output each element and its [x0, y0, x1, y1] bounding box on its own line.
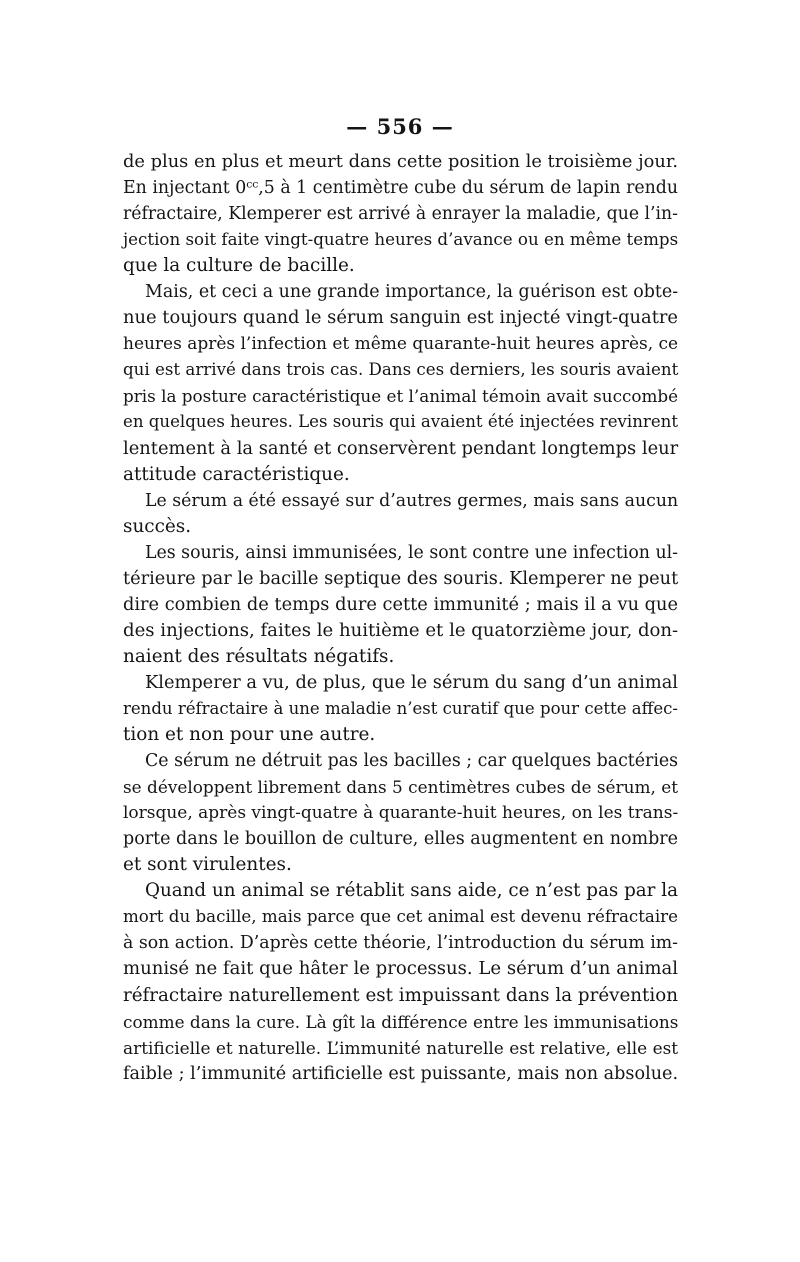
- text-line: de plus en plus et meurt dans cette position le troisième jour.: [123, 151, 679, 172]
- body-text: [123, 149, 678, 1087]
- text-line: tion et non pour une autre.: [123, 724, 376, 746]
- text-line: qui est arrivé dans trois cas. Dans ces derniers, les souris avaient: [123, 360, 679, 380]
- text-line: à son action. D’après cette théorie, l’introduction du sérum im-: [123, 933, 678, 954]
- text-line: que la culture de bacille.: [123, 255, 355, 277]
- page-number: — 556 —: [346, 114, 454, 139]
- text-line: des injections, faites le huitième et le quatorzième jour, don-: [123, 619, 679, 641]
- text-line: faible ; l’immunité artificielle est puissante, mais non absolue.: [123, 1063, 679, 1084]
- text-line: Klemperer a vu, de plus, que le sérum du sang d’un animal: [145, 671, 678, 693]
- text-line: naient des résultats négatifs.: [123, 645, 395, 667]
- text-line: jection soit faite vingt-quatre heures d’avance ou en même temps: [123, 230, 679, 250]
- text-line: succès.: [123, 515, 192, 537]
- text-line: térieure par le bacille septique des souris. Klemperer ne peut: [123, 568, 679, 589]
- text-line: réfractaire, Klemperer est arrivé à enrayer la maladie, que l’in-: [123, 204, 678, 225]
- text-line: Quand un animal se rétablit sans aide, ce n’est pas par la: [145, 880, 678, 902]
- text-line: munisé ne fait que hâter le processus. Le sérum d’un animal: [123, 958, 678, 980]
- text-line: Ce sérum ne détruit pas les bacilles ; car quelques bactéries: [145, 751, 679, 772]
- text-line: et sont virulentes.: [123, 854, 292, 876]
- text-line: En injectant 0ᶜᶜ,5 à 1 centimètre cube du sérum de lapin rendu: [123, 178, 679, 199]
- text-line: rendu réfractaire à une maladie n’est curatif que pour cette affec-: [123, 698, 678, 718]
- text-line: Mais, et ceci a une grande importance, la guérison est obte-: [145, 282, 679, 303]
- text-line: artificielle et naturelle. L’immunité naturelle est relative, elle est: [123, 1037, 679, 1058]
- text-line: porte dans le bouillon de culture, elles augmentent en nombre: [123, 829, 678, 850]
- text-line: comme dans la cure. Là gît la différence entre les immunisations: [123, 1011, 679, 1032]
- text-line: mort du bacille, mais parce que cet animal est devenu réfractaire: [123, 907, 678, 927]
- text-line: se développent librement dans 5 centimètres cubes de sérum, et: [123, 777, 678, 798]
- text-line: réfractaire naturellement est impuissant dans la prévention: [123, 984, 678, 1006]
- text-line: lentement à la santé et conservèrent pendant longtemps leur: [123, 437, 679, 459]
- text-line: Les souris, ainsi immunisées, le sont contre une infection ul-: [145, 542, 678, 563]
- text-line: lorsque, après vingt-quatre à quarante-huit heures, on les trans-: [123, 803, 679, 824]
- text-line: dire combien de temps dure cette immunité ; mais il a vu que: [123, 593, 678, 615]
- text-line: en quelques heures. Les souris qui avaient été injectées revinrent: [123, 412, 678, 432]
- text-line: attitude caractéristique.: [123, 463, 350, 485]
- text-line: heures après l’infection et même quarante-huit heures après, ce: [123, 334, 679, 355]
- text-line: Le sérum a été essayé sur d’autres germes, mais sans aucun: [145, 490, 679, 511]
- text-line: nue toujours quand le sérum sanguin est injecté vingt-quatre: [123, 307, 678, 329]
- text-line: pris la posture caractéristique et l’animal témoin avait succombé: [123, 386, 679, 407]
